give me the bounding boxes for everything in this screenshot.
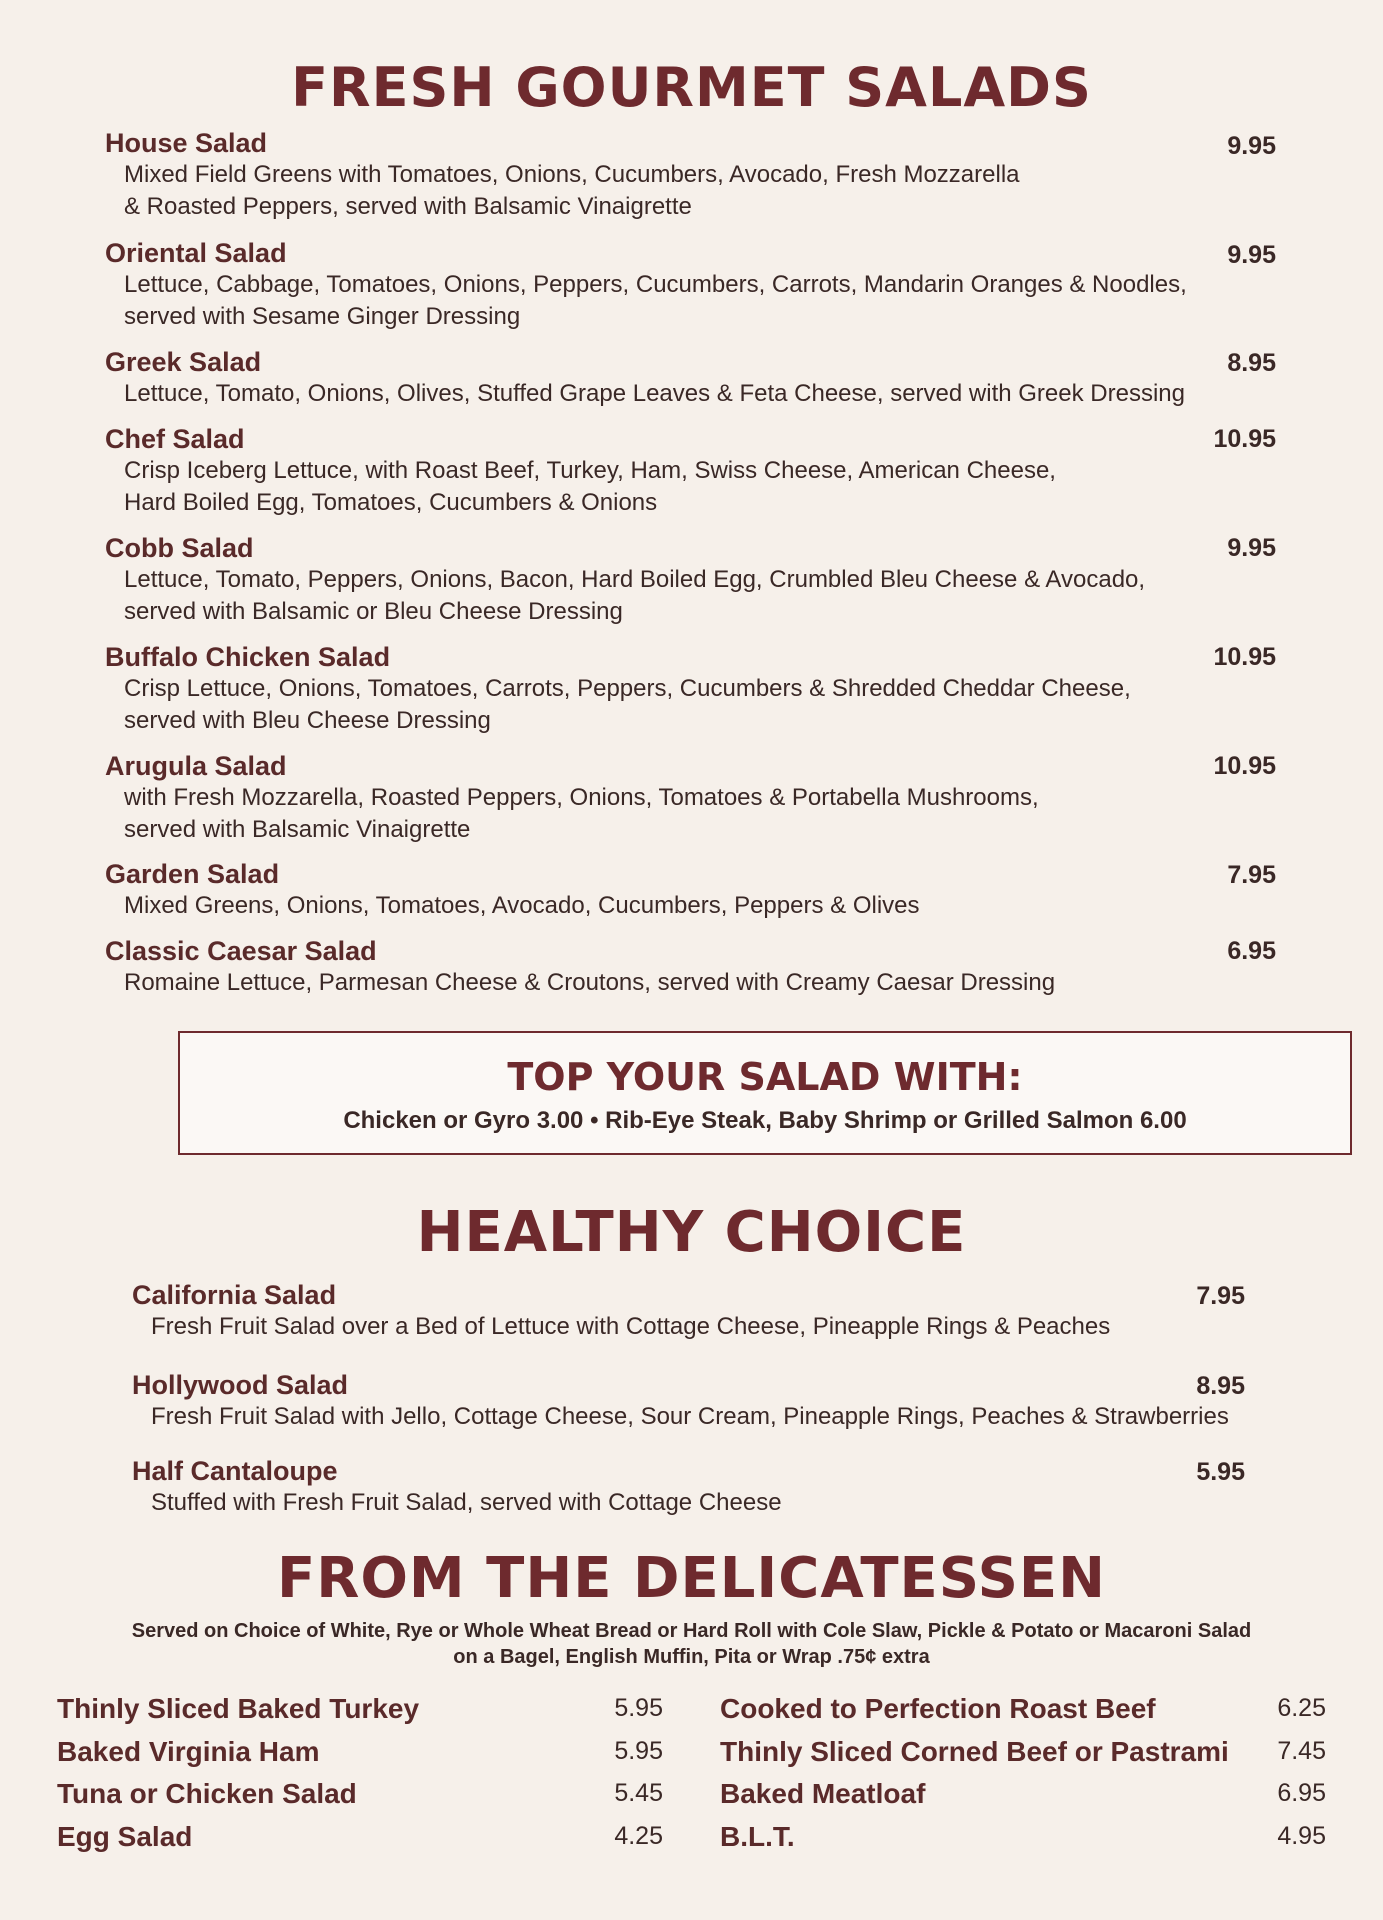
menu-item — [105, 641, 1131, 737]
item-description: Crisp Iceberg Lettuce, with Roast Beef, Turkey, Ham, Swiss Cheese, American Cheese, — [124, 457, 1056, 484]
item-name: Classic Caesar Salad — [105, 936, 377, 966]
item-description: Mixed Field Greens with Tomatoes, Onions, Cucumbers, Avocado, Fresh Mozzarella — [124, 161, 1020, 188]
topping-title: TOP YOUR SALAD WITH: — [507, 1055, 1023, 1099]
item-price: 5.95 — [1196, 1458, 1245, 1486]
deli-note-line-1: Served on Choice of White, Rye or Whole Wheat Bread or Hard Roll with Cole Slaw, Pickle & Potato or Macaroni Salad — [131, 1620, 1252, 1642]
menu-item — [105, 423, 1056, 519]
menu-item — [105, 858, 920, 922]
item-name: Buffalo Chicken Salad — [105, 642, 391, 672]
item-price: 7.95 — [1227, 861, 1276, 889]
deli-item-price: 4.95 — [1277, 1822, 1326, 1850]
item-price: 9.95 — [1227, 534, 1276, 562]
item-name: Half Cantaloupe — [132, 1456, 338, 1486]
deli-item-name: Tuna or Chicken Salad — [57, 1778, 357, 1809]
menu-item — [105, 127, 1020, 223]
item-description: Crisp Lettuce, Onions, Tomatoes, Carrots, Peppers, Cucumbers & Shredded Cheddar Cheese, — [124, 675, 1131, 702]
item-description: Hard Boiled Egg, Tomatoes, Cucumbers & Onions — [124, 489, 658, 516]
section-title-deli: FROM THE DELICATESSEN — [276, 1546, 1107, 1611]
deli-item-name: B.L.T. — [720, 1821, 795, 1852]
deli-item-name: Thinly Sliced Baked Turkey — [57, 1693, 420, 1724]
deli-note-line-2: on a Bagel, English Muffin, Pita or Wrap .75¢ extra — [453, 1646, 930, 1668]
deli-item-name: Thinly Sliced Corned Beef or Pastrami — [720, 1736, 1229, 1767]
item-price: 6.95 — [1227, 937, 1276, 965]
item-description: & Roasted Peppers, served with Balsamic Vinaigrette — [124, 193, 692, 220]
section-title-salads: FRESH GOURMET SALADS — [291, 56, 1092, 119]
deli-item-price: 5.95 — [614, 1694, 663, 1722]
item-name: Chef Salad — [105, 424, 245, 454]
item-price: 10.95 — [1213, 752, 1276, 780]
item-description: Fresh Fruit Salad with Jello, Cottage Cheese, Sour Cream, Pineapple Rings, Peaches & Strawberries — [151, 1403, 1229, 1430]
deli-item-name: Baked Virginia Ham — [57, 1736, 320, 1767]
deli-item-price: 5.95 — [614, 1737, 663, 1765]
item-name: Hollywood Salad — [132, 1370, 349, 1400]
menu-item — [105, 346, 1185, 410]
item-description: served with Balsamic Vinaigrette — [124, 816, 471, 843]
item-description: served with Sesame Ginger Dressing — [124, 303, 521, 330]
deli-item-price: 6.25 — [1277, 1694, 1326, 1722]
item-description: with Fresh Mozzarella, Roasted Peppers, Onions, Tomatoes & Portabella Mushrooms, — [124, 784, 1039, 811]
item-description: Lettuce, Tomato, Onions, Olives, Stuffed Grape Leaves & Feta Cheese, served with Greek Dressing — [124, 380, 1185, 407]
menu-item — [132, 1279, 1110, 1343]
deli-item-price: 6.95 — [1277, 1779, 1326, 1807]
item-description: Stuffed with Fresh Fruit Salad, served with Cottage Cheese — [151, 1489, 782, 1516]
item-name: California Salad — [132, 1280, 337, 1310]
deli-item-price: 7.45 — [1277, 1737, 1326, 1765]
item-price: 8.95 — [1196, 1372, 1245, 1400]
deli-item-price: 5.45 — [614, 1779, 663, 1807]
menu-item — [105, 237, 1187, 333]
item-description: Lettuce, Cabbage, Tomatoes, Onions, Peppers, Cucumbers, Carrots, Mandarin Oranges & Noodles, — [124, 271, 1187, 298]
item-description: served with Bleu Cheese Dressing — [124, 707, 491, 734]
deli-item-name: Egg Salad — [57, 1821, 193, 1852]
item-name: Greek Salad — [105, 347, 262, 377]
item-name: Cobb Salad — [105, 533, 254, 563]
item-name: Oriental Salad — [105, 238, 287, 268]
item-name: House Salad — [105, 128, 268, 158]
item-price: 10.95 — [1213, 425, 1276, 453]
section-title-healthy: HEALTHY CHOICE — [416, 1200, 967, 1265]
salad-topping-box — [178, 1031, 1352, 1155]
item-name: Arugula Salad — [105, 751, 287, 781]
deli-item-price: 4.25 — [614, 1822, 663, 1850]
menu-item — [132, 1455, 782, 1519]
menu-item — [105, 750, 1039, 846]
item-description: Fresh Fruit Salad over a Bed of Lettuce with Cottage Cheese, Pineapple Rings & Peaches — [151, 1313, 1111, 1340]
item-name: Garden Salad — [105, 859, 280, 889]
item-price: 9.95 — [1227, 241, 1276, 269]
item-description: served with Balsamic or Bleu Cheese Dressing — [124, 598, 623, 625]
topping-options: Chicken or Gyro 3.00 • Rib-Eye Steak, Baby Shrimp or Grilled Salmon 6.00 — [343, 1107, 1187, 1134]
menu-item — [105, 935, 1055, 999]
item-price: 8.95 — [1227, 349, 1276, 377]
menu-item — [105, 532, 1145, 628]
item-price: 10.95 — [1213, 643, 1276, 671]
item-description: Romaine Lettuce, Parmesan Cheese & Croutons, served with Creamy Caesar Dressing — [124, 969, 1056, 996]
item-description: Mixed Greens, Onions, Tomatoes, Avocado, Cucumbers, Peppers & Olives — [124, 892, 920, 919]
item-price: 9.95 — [1227, 132, 1276, 160]
deli-item-name: Cooked to Perfection Roast Beef — [720, 1693, 1156, 1724]
item-price: 7.95 — [1196, 1282, 1245, 1310]
menu-item — [132, 1369, 1229, 1433]
item-description: Lettuce, Tomato, Peppers, Onions, Bacon, Hard Boiled Egg, Crumbled Bleu Cheese & Avocado, — [124, 566, 1146, 593]
deli-item-name: Baked Meatloaf — [720, 1778, 926, 1809]
